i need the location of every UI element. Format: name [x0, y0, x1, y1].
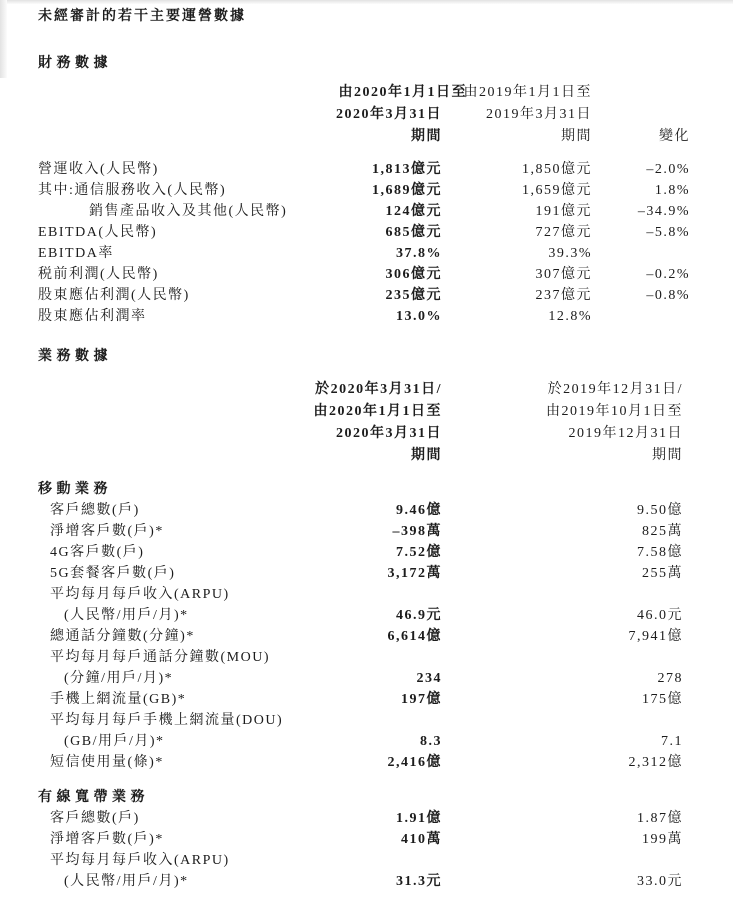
financial-col-2020-line3: 期間: [411, 129, 442, 144]
value-2019: 255萬: [642, 566, 683, 581]
row-label: [38, 829, 302, 850]
row-label-line1: 平均每月每戶通話分鐘數(MOU): [50, 650, 270, 665]
financial-table-row: [38, 222, 690, 243]
business-col-2020-line2: 由2020年1月1日至: [313, 404, 442, 419]
value-2020: 6,614億: [387, 629, 442, 644]
financial-table-row: [38, 159, 690, 180]
row-label: 税前利潤(人民幣): [38, 267, 159, 282]
value-2020: 13.0%: [396, 309, 442, 324]
business-group-title: 有線寬帶業務: [38, 790, 149, 805]
value-2020: 8.3: [420, 734, 442, 749]
row-label: [38, 521, 302, 542]
row-label: 股東應佔利潤率: [38, 309, 147, 324]
business-table-row: [38, 626, 690, 647]
value-2020: 2,416億: [387, 755, 442, 770]
row-label-line2: (人民幣/用戶/月)*: [64, 608, 189, 623]
row-label: [38, 850, 302, 892]
business-group-rows: [38, 500, 690, 773]
row-label: [38, 542, 302, 563]
financial-table-row: [38, 201, 690, 222]
row-label-line1: 平均每月每戶手機上網流量(DOU): [50, 713, 284, 728]
value-2019: 278: [657, 671, 683, 686]
financial-col-2020-header: [302, 82, 467, 148]
value-2019: 12.8%: [548, 309, 592, 324]
business-table-row: [38, 752, 690, 773]
financial-col-change-label: 變化: [659, 129, 690, 144]
business-group: [38, 479, 690, 773]
value-2019: 46.0元: [637, 608, 683, 623]
financial-col-2019-line2: 2019年3月31日: [486, 107, 592, 122]
value-2020: 124億元: [385, 204, 442, 219]
business-col-2020-line1: 於2020年3月31日/: [315, 382, 442, 397]
business-group: [38, 787, 690, 892]
financial-col-2019-line1: 由2019年1月1日至: [463, 85, 592, 100]
value-change: –0.2%: [646, 267, 690, 282]
value-2019: 39.3%: [548, 246, 592, 261]
business-col-2019-line2: 由2019年10月1日至: [546, 404, 683, 419]
row-label-line1: 平均每月每戶收入(ARPU): [50, 853, 230, 868]
value-2020: 46.9元: [396, 608, 442, 623]
business-col-2019-line4: 期間: [652, 448, 683, 463]
financial-table-row: [38, 264, 690, 285]
business-group-title: 移動業務: [38, 482, 112, 497]
value-2019: 191億元: [535, 204, 592, 219]
header-spacer: [38, 379, 302, 467]
value-2019: 199萬: [642, 832, 683, 847]
financial-col-2019-header: [442, 82, 592, 148]
financial-col-change-header: [592, 82, 690, 148]
business-table-row: [38, 563, 690, 584]
row-label: [38, 689, 302, 710]
business-group-rows: [38, 808, 690, 892]
financial-section: [38, 53, 690, 327]
value-2019: 2,312億: [628, 755, 683, 770]
business-col-2020-line3: 2020年3月31日: [336, 426, 442, 441]
value-2020: 197億: [401, 692, 442, 707]
business-table-row: [38, 542, 690, 563]
value-2020: 235億元: [385, 288, 442, 303]
business-table-header: [38, 379, 690, 467]
value-2020: 306億元: [385, 267, 442, 282]
business-table-row: [38, 808, 690, 829]
value-2020: 3,172萬: [387, 566, 442, 581]
business-table-row: [38, 584, 690, 626]
row-label: 營運收入(人民幣): [38, 162, 159, 177]
row-label: [38, 808, 302, 829]
row-label-line1: 手機上網流量(GB)*: [50, 692, 187, 707]
financial-section-title: 財務數據: [38, 56, 112, 71]
row-label-line2: (GB/用戶/月)*: [64, 734, 165, 749]
value-2020: 37.8%: [396, 246, 442, 261]
row-label: EBITDA率: [38, 246, 114, 261]
financial-col-2020-line2: 2020年3月31日: [336, 107, 442, 122]
row-label: [38, 710, 302, 752]
row-label-line1: 短信使用量(條)*: [50, 755, 164, 770]
row-label-line1: 5G套餐客戶數(戶): [50, 566, 176, 581]
value-2019: 1,659億元: [522, 183, 592, 198]
row-label: [38, 626, 302, 647]
value-2019: 7.58億: [637, 545, 683, 560]
value-2020: 685億元: [385, 225, 442, 240]
business-table-body: [38, 479, 690, 892]
row-label: EBITDA(人民幣): [38, 225, 158, 240]
value-2020: 1.91億: [396, 811, 442, 826]
row-label-line1: 淨增客戶數(戶)*: [50, 832, 164, 847]
row-label: [38, 500, 302, 521]
value-2019: 33.0元: [637, 874, 683, 889]
row-label: [38, 563, 302, 584]
value-2020: 1,813億元: [372, 162, 442, 177]
business-col-2019-line3: 2019年12月31日: [568, 426, 683, 441]
value-2019: 1.87億: [637, 811, 683, 826]
row-label: [38, 647, 302, 689]
value-2020: 7.52億: [396, 545, 442, 560]
business-col-2019-line1: 於2019年12月31日/: [547, 382, 683, 397]
business-table-row: [38, 647, 690, 689]
value-2019: 727億元: [535, 225, 592, 240]
row-label-line2: (人民幣/用戶/月)*: [64, 874, 189, 889]
value-2020: 31.3元: [396, 874, 442, 889]
row-label-line1: 平均每月每戶收入(ARPU): [50, 587, 230, 602]
value-2020: 9.46億: [396, 503, 442, 518]
value-change: –0.8%: [646, 288, 690, 303]
row-label-line2: (分鐘/用戶/月)*: [64, 671, 174, 686]
financial-col-2020-line1: 由2020年1月1日至: [338, 85, 467, 100]
value-2019: 307億元: [535, 267, 592, 282]
business-section-title: 業務數據: [38, 349, 112, 364]
value-change: 1.8%: [654, 183, 690, 198]
value-2020: 1,689億元: [372, 183, 442, 198]
business-table-row: [38, 829, 690, 850]
financial-table-row: [38, 243, 690, 264]
row-label: 銷售產品收入及其他(人民幣): [89, 204, 288, 219]
row-label-line1: 4G客戶數(戶): [50, 545, 145, 560]
row-label-line1: 總通話分鐘數(分鐘)*: [50, 629, 195, 644]
value-2019: 9.50億: [637, 503, 683, 518]
value-2020: –398萬: [392, 524, 442, 539]
business-table-row: [38, 500, 690, 521]
value-2019: 237億元: [535, 288, 592, 303]
row-label-line1: 客戶總數(戶): [50, 503, 140, 518]
header-spacer: [38, 82, 302, 148]
row-label: [38, 752, 302, 773]
business-table-row: [38, 710, 690, 752]
row-label: 股東應佔利潤(人民幣): [38, 288, 190, 303]
value-2019: 825萬: [642, 524, 683, 539]
business-section: [38, 346, 690, 892]
value-2020: 234: [416, 671, 442, 686]
business-col-2020-header: [302, 379, 442, 467]
value-change: –2.0%: [646, 162, 690, 177]
row-label-line1: 客戶總數(戶): [50, 811, 140, 826]
value-2019: 175億: [642, 692, 683, 707]
financial-table-row: [38, 180, 690, 201]
page-title: 未經審計的若干主要運營數據: [38, 9, 246, 24]
business-table-row: [38, 850, 690, 892]
business-col-2019-header: [442, 379, 683, 467]
value-change: –34.9%: [637, 204, 690, 219]
value-2020: 410萬: [401, 832, 442, 847]
scan-edge-top: [0, 0, 733, 4]
financial-table-body: [38, 159, 690, 327]
financial-table-header: [38, 82, 690, 148]
business-table-row: [38, 689, 690, 710]
business-table-row: [38, 521, 690, 542]
value-change: –5.8%: [646, 225, 690, 240]
value-2019: 7,941億: [628, 629, 683, 644]
row-label-line1: 淨增客戶數(戶)*: [50, 524, 164, 539]
value-2019: 1,850億元: [522, 162, 592, 177]
financial-table-row: [38, 306, 690, 327]
row-label: 其中:通信服務收入(人民幣): [38, 183, 227, 198]
business-col-2020-line4: 期間: [411, 448, 442, 463]
scan-edge-left: [0, 0, 7, 78]
value-2019: 7.1: [661, 734, 683, 749]
financial-table-row: [38, 285, 690, 306]
row-label: [38, 584, 302, 626]
financial-col-2019-line3: 期間: [561, 129, 592, 144]
